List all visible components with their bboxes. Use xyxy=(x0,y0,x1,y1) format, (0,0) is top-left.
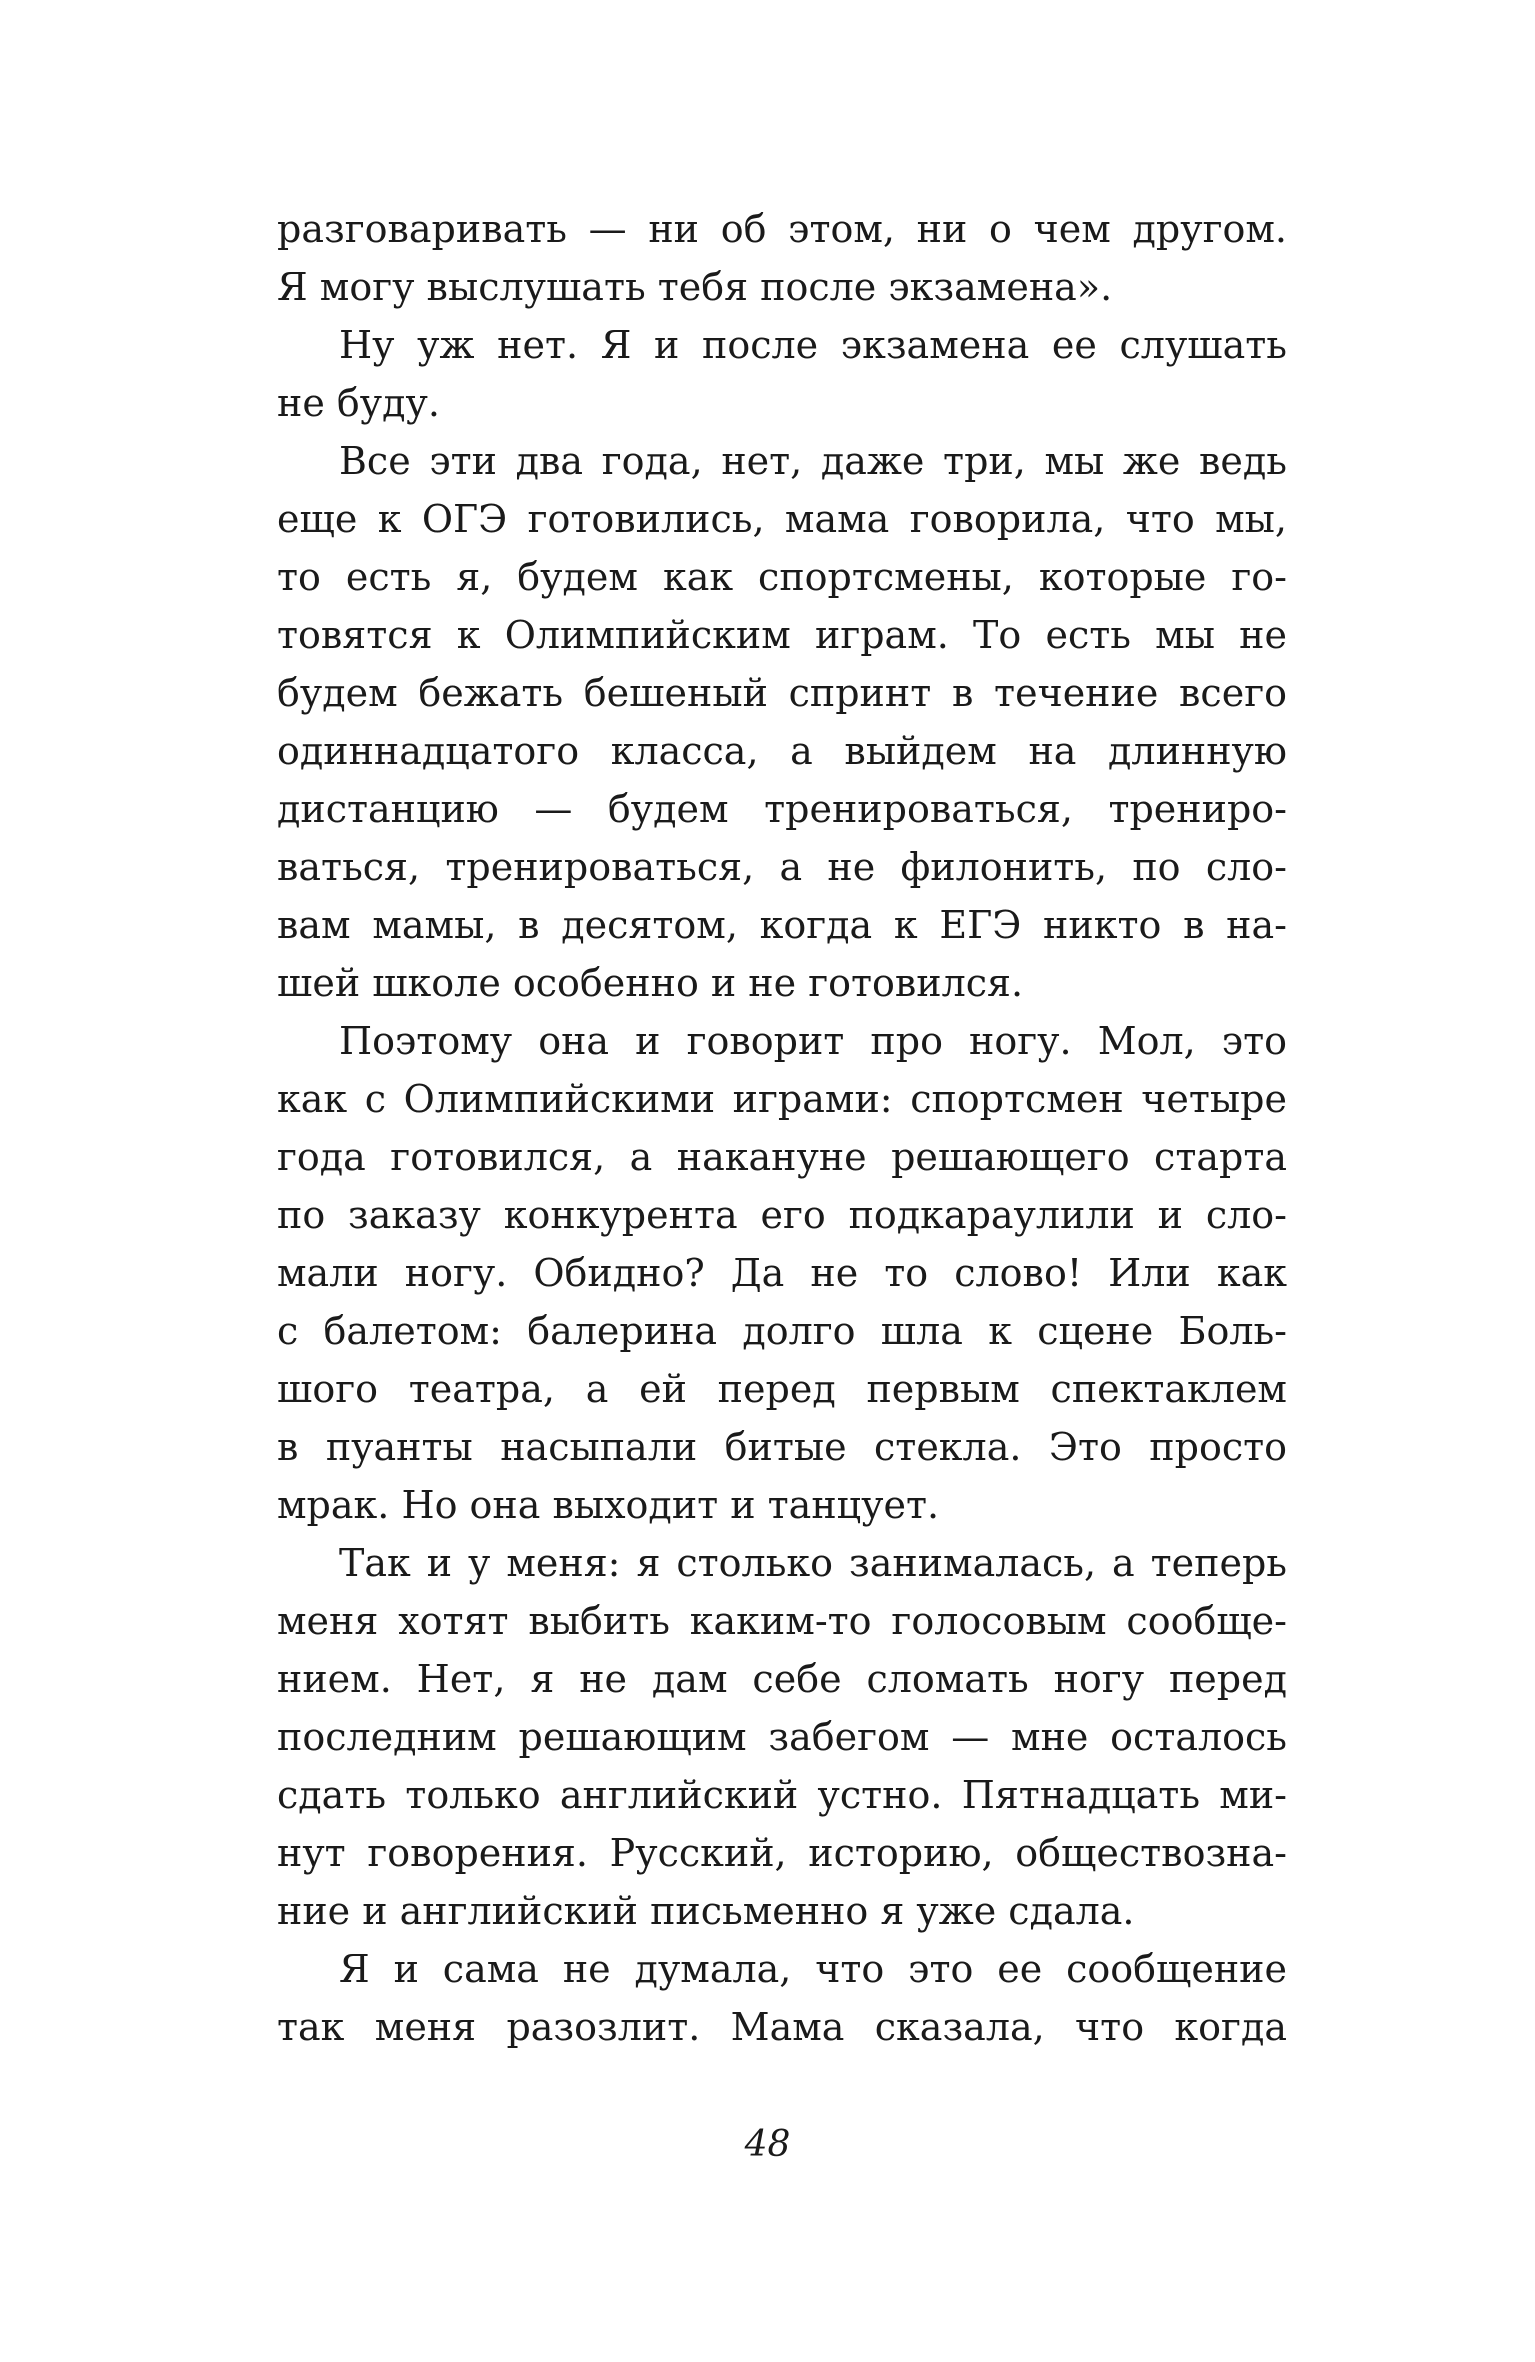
text-line: нием. Нет, я не дам себе сломать ногу перед xyxy=(277,1657,1287,1701)
text-line: Я могу выслушать тебя после экзамена». xyxy=(277,265,1113,309)
text-line: мрак. Но она выходит и танцует. xyxy=(277,1483,940,1527)
text-line: Ну уж нет. Я и после экзамена ее слушать xyxy=(339,323,1287,367)
text-line: одиннадцатого класса, а выйдем на длинную xyxy=(277,729,1287,773)
text-line: вам мамы, в десятом, когда к ЕГЭ никто в на- xyxy=(277,903,1287,947)
text-line: Я и сама не думала, что это ее сообщение xyxy=(339,1947,1287,1991)
text-line: разговаривать — ни об этом, ни о чем другом. xyxy=(277,207,1287,251)
paragraph xyxy=(277,1534,1287,1940)
text-line: как с Олимпийскими играми: спортсмен четыре xyxy=(277,1077,1287,1121)
text-line: мали ногу. Обидно? Да не то слово! Или как xyxy=(277,1251,1287,1295)
text-line: Так и у меня: я столько занималась, а теперь xyxy=(339,1541,1287,1585)
paragraph xyxy=(277,432,1287,1012)
text-line: еще к ОГЭ готовились, мама говорила, что мы, xyxy=(277,497,1287,541)
text-line: дистанцию — будем тренироваться, трениро- xyxy=(277,787,1287,831)
text-line: года готовился, а накануне решающего старта xyxy=(277,1135,1287,1179)
text-line: меня хотят выбить каким-то голосовым сообще- xyxy=(277,1599,1287,1643)
text-line: Все эти два года, нет, даже три, мы же ведь xyxy=(339,439,1287,483)
page-number: 48 xyxy=(744,2124,791,2165)
text-line: будем бежать бешеный спринт в течение всего xyxy=(277,671,1287,715)
text-line: по заказу конкурента его подкараулили и сло- xyxy=(277,1193,1287,1237)
text-line: сдать только английский устно. Пятнадцать ми- xyxy=(277,1773,1287,1817)
paragraph xyxy=(277,1940,1287,2056)
paragraph xyxy=(277,200,1287,316)
text-line: с балетом: балерина долго шла к сцене Боль- xyxy=(277,1309,1287,1353)
text-line: последним решающим забегом — мне осталось xyxy=(277,1715,1287,1759)
text-line: ваться, тренироваться, а не филонить, по сло- xyxy=(277,845,1287,889)
text-line: нут говорения. Русский, историю, обществозна- xyxy=(277,1831,1287,1875)
text-line: не буду. xyxy=(277,381,440,425)
paragraph xyxy=(277,1012,1287,1534)
text-line: так меня разозлит. Мама сказала, что когда xyxy=(277,2005,1287,2049)
text-line: то есть я, будем как спортсмены, которые го- xyxy=(277,555,1287,599)
body-text xyxy=(277,200,1287,2056)
text-line: в пуанты насыпали битые стекла. Это просто xyxy=(277,1425,1287,1469)
text-line: Поэтому она и говорит про ногу. Мол, это xyxy=(339,1019,1287,1063)
paragraph xyxy=(277,316,1287,432)
text-line: шей школе особенно и не готовился. xyxy=(277,961,1024,1005)
text-line: товятся к Олимпийским играм. То есть мы не xyxy=(277,613,1287,657)
text-line: ние и английский письменно я уже сдала. xyxy=(277,1889,1135,1933)
text-line: шого театра, а ей перед первым спектаклем xyxy=(277,1367,1287,1411)
